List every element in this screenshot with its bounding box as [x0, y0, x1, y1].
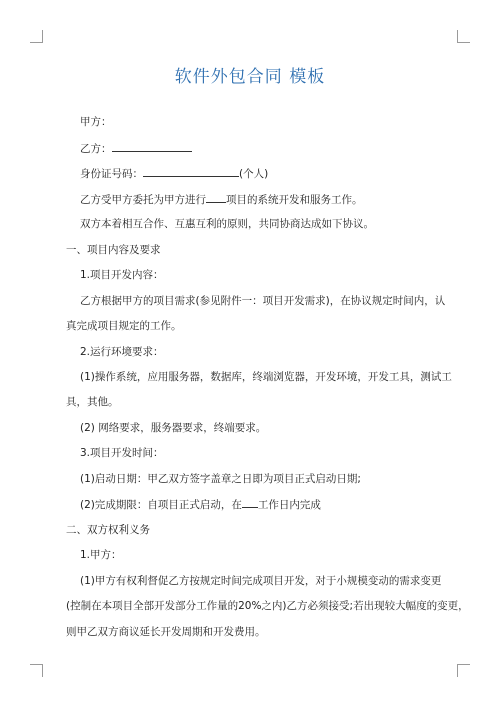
paragraph: (2) 网络要求，服务器要求，终端要求。: [80, 422, 267, 434]
paragraph: (1)启动日期：甲乙双方签字盖章之日即为项目正式启动日期;: [80, 473, 361, 485]
crop-mark-bottom-right: [457, 664, 470, 677]
paragraph: 则甲乙双方商议延长开发周期和开发费用。: [66, 626, 266, 638]
party-b-line: [80, 141, 192, 156]
section-heading: 二、双方权利义务: [66, 524, 150, 536]
commission-line: [80, 192, 363, 207]
id-number-line: [80, 166, 268, 181]
paragraph: (1)甲方有权利督促乙方按规定时间完成项目开发，对于小规模变动的需求变更: [80, 575, 442, 587]
subheading: 3.项目开发时间：: [80, 447, 164, 459]
document-title: 软件外包合同 模板: [174, 67, 326, 87]
party-b-blank: [112, 141, 192, 152]
commission-text-b: 项目的系统开发和服务工作。: [226, 194, 363, 206]
crop-mark-top-left: [30, 30, 43, 43]
subheading: 2.运行环境要求：: [80, 346, 164, 358]
id-number-suffix: (个人): [239, 168, 269, 180]
section-heading: 一、项目内容及要求: [66, 244, 161, 256]
deadline-text-a: (2)完成期限：自项目正式启动，在: [80, 499, 242, 511]
paragraph: 具，其他。: [66, 396, 119, 408]
party-a-label: 甲方：: [80, 116, 112, 128]
paragraph: (1)操作系统，应用服务器，数据库，终端浏览器，开发环境，开发工具，测试工: [80, 371, 452, 383]
subheading: 1.项目开发内容：: [80, 269, 164, 281]
paragraph: 真完成项目规定的工作。: [66, 320, 182, 332]
paragraph: 双方本着相互合作、互惠互利的原则，共同协商达成如下协议。: [80, 218, 374, 230]
party-b-label: 乙方：: [80, 143, 112, 155]
subheading: 1.甲方：: [80, 549, 122, 561]
deadline-line: [80, 497, 321, 512]
crop-mark-bottom-left: [30, 664, 43, 677]
crop-mark-top-right: [457, 30, 470, 43]
id-number-blank: [143, 166, 239, 177]
project-name-blank: [206, 192, 226, 203]
paragraph: 乙方根据甲方的项目需求(参见附件一：项目开发需求)，在协议规定时间内，认: [80, 295, 446, 307]
commission-text-a: 乙方受甲方委托为甲方进行: [80, 194, 206, 206]
paragraph: (控制在本项目全部开发部分工作量的20%之内)乙方必须接受;若出现较大幅度的变更，: [66, 600, 469, 612]
party-a-line: [80, 115, 112, 129]
workdays-blank: [242, 497, 258, 508]
id-number-label: 身份证号码：: [80, 168, 143, 180]
deadline-text-b: 工作日内完成: [257, 499, 321, 511]
